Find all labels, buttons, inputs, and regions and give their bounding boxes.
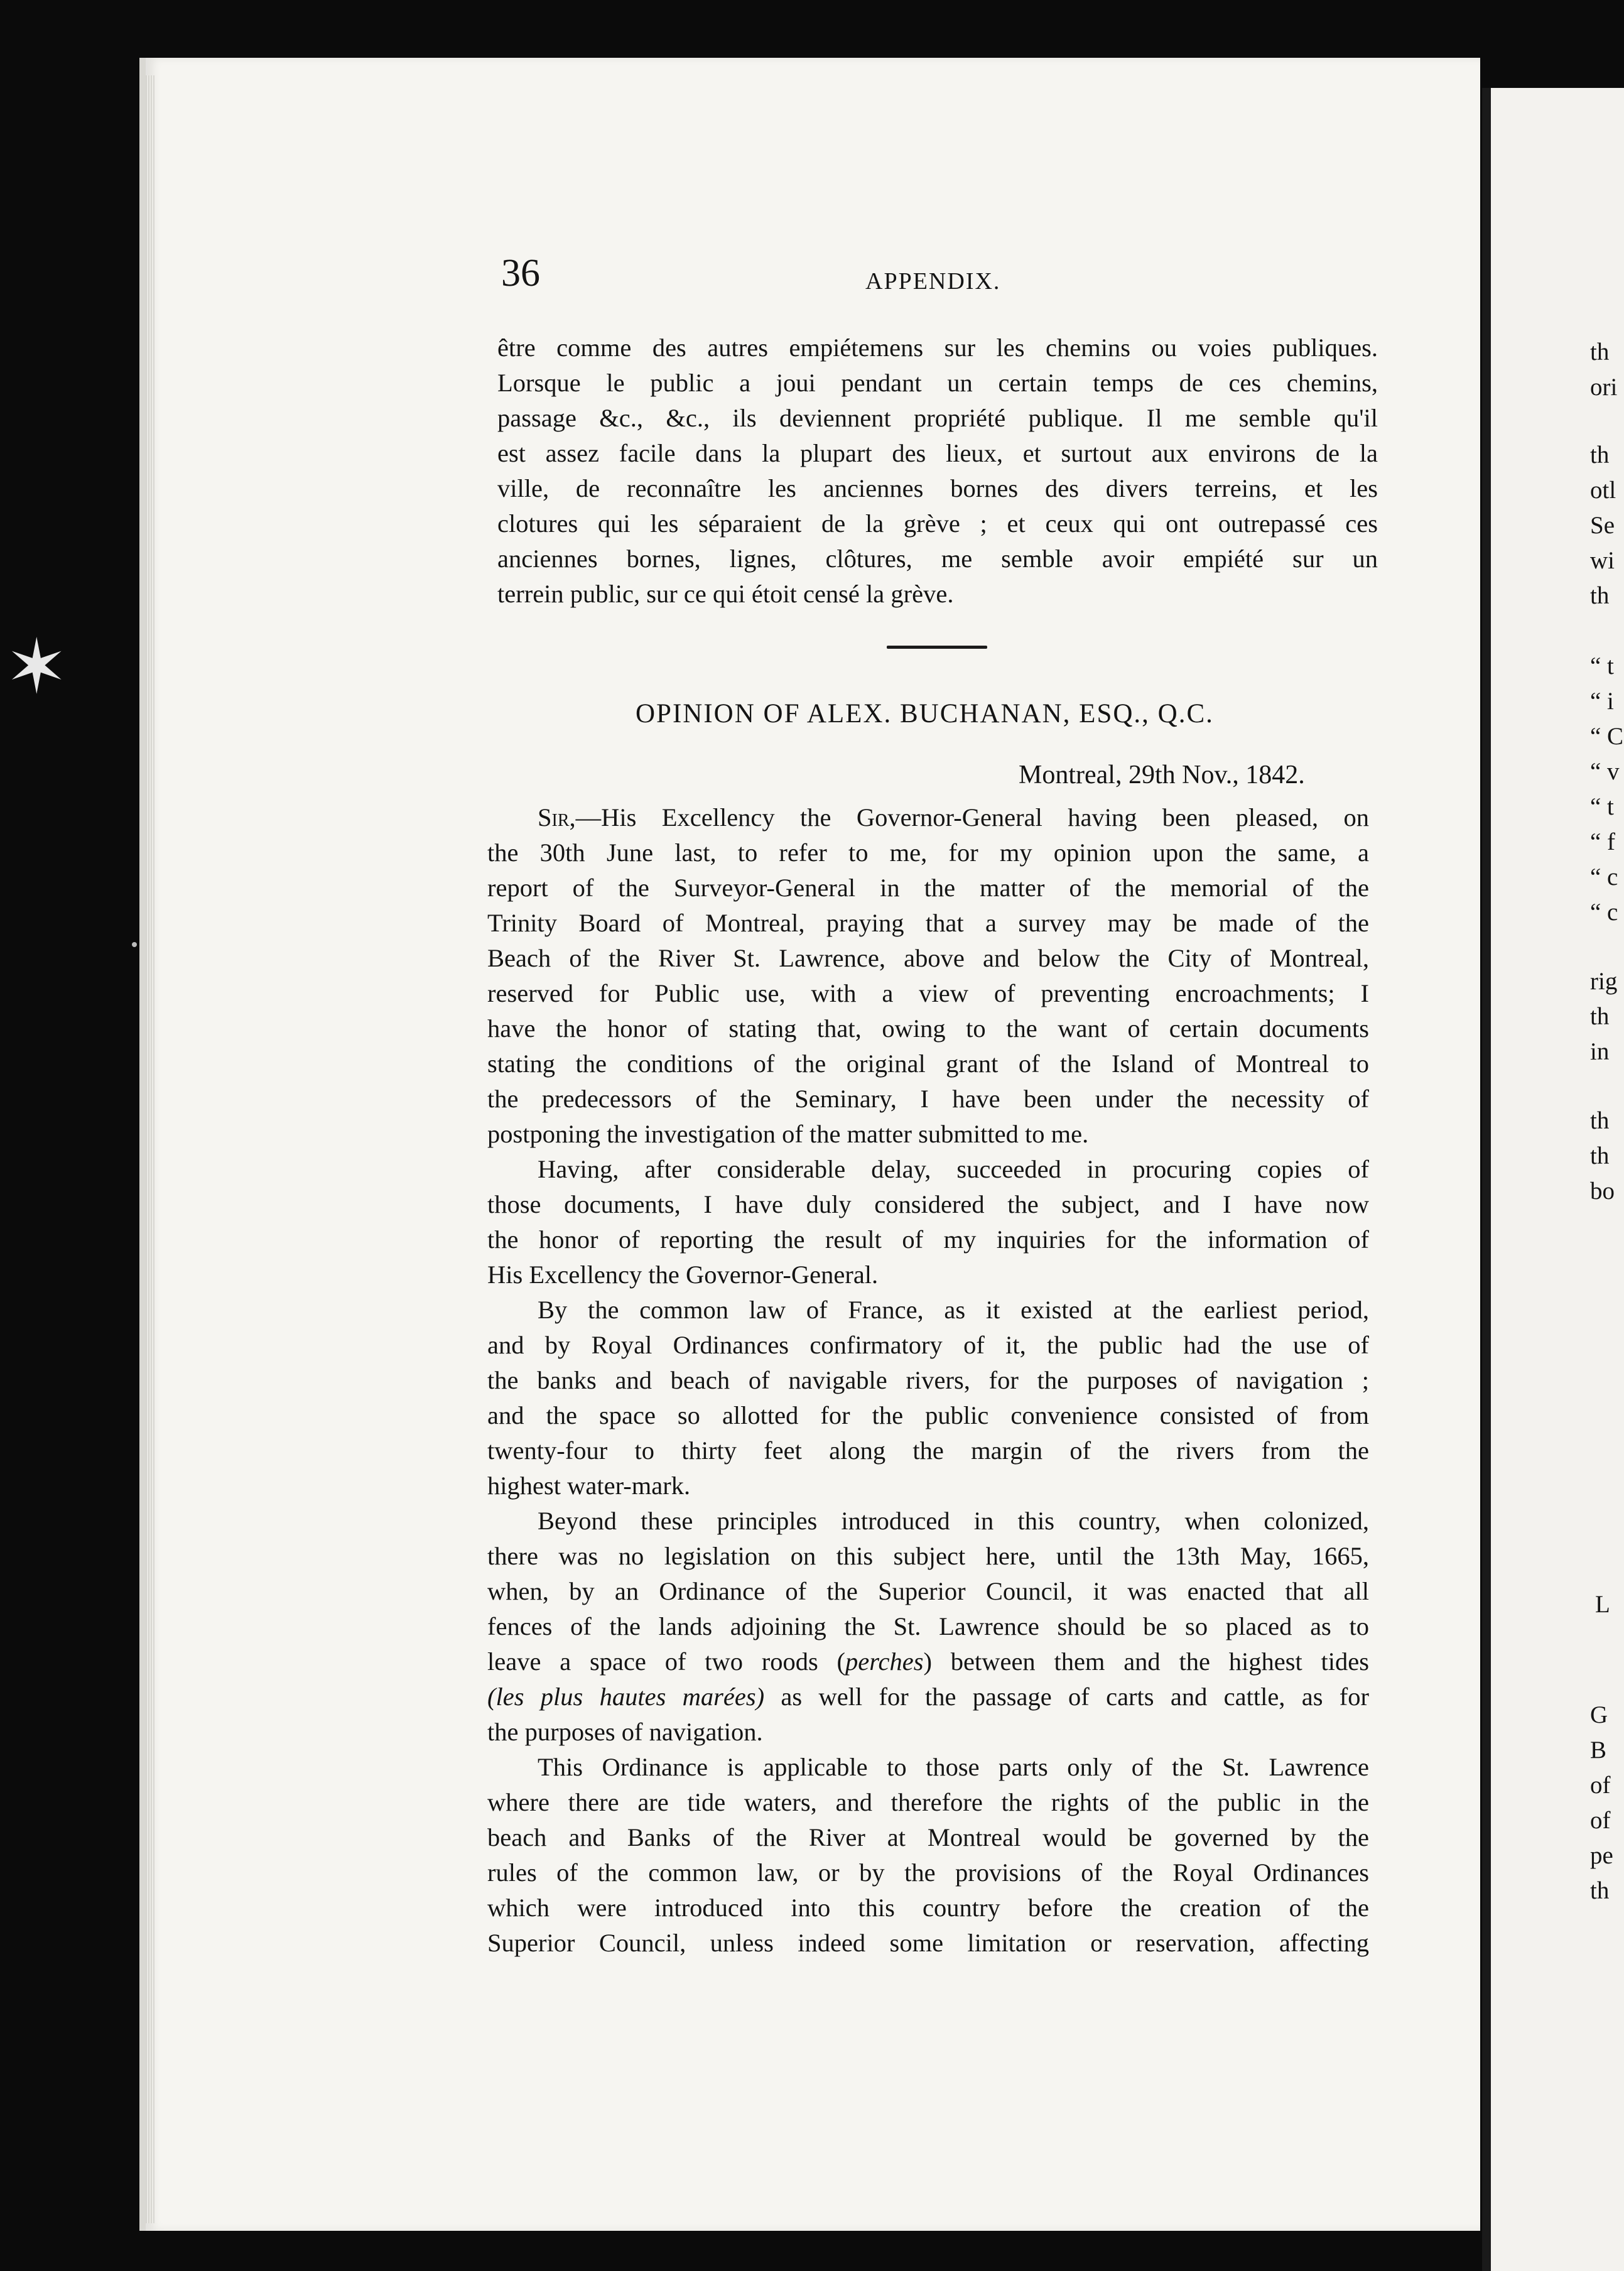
adjacent-fragment: th bbox=[1590, 1142, 1610, 1169]
text-line: have the honor of stating that, owing to the want of certain documents bbox=[487, 1014, 1369, 1043]
text-line: passage &c., &c., ils deviennent propriété publique. Il me semble qu'il bbox=[497, 404, 1378, 432]
adjacent-fragment: “ t bbox=[1590, 653, 1614, 680]
adjacent-fragment: rig bbox=[1590, 968, 1618, 995]
text-line: report of the Surveyor-General in the matter of the memorial of the bbox=[487, 874, 1369, 902]
text-run: as well for the passage of carts and cattle, as for bbox=[764, 1683, 1369, 1711]
text-line: those documents, I have duly considered the subject, and I have now bbox=[487, 1190, 1369, 1218]
text-line: rules of the common law, or by the provisions of the Royal Ordinances bbox=[487, 1858, 1369, 1887]
text-line: By the common law of France, as it existed at the earliest period, bbox=[538, 1296, 1369, 1324]
text-line: His Excellency the Governor-General. bbox=[487, 1260, 879, 1289]
salutation: Sir, bbox=[538, 803, 576, 832]
text-line: and the space so allotted for the public convenience consisted of from bbox=[487, 1401, 1369, 1429]
text-line bbox=[487, 800, 1369, 835]
adjacent-page bbox=[1482, 88, 1624, 2271]
text-line: twenty-four to thirty feet along the margin of the rivers from the bbox=[487, 1436, 1369, 1465]
adjacent-fragment: Se bbox=[1590, 512, 1615, 539]
text-line: the banks and beach of navigable rivers, for the purposes of navigation ; bbox=[487, 1366, 1369, 1394]
text-run: —His Excellency the Governor-General having been pleased, on bbox=[575, 803, 1369, 832]
text-line: highest water-mark. bbox=[487, 1472, 691, 1500]
text-line: postponing the investigation of the matter submitted to me. bbox=[487, 1120, 1089, 1148]
adjacent-fragment: “ C bbox=[1590, 723, 1624, 750]
adjacent-fragment: “ f bbox=[1590, 828, 1616, 855]
adjacent-fragment: th bbox=[1590, 1877, 1610, 1904]
star-speck-icon: ✶ bbox=[5, 624, 68, 711]
letter-date: Montreal, 29th Nov., 1842. bbox=[1019, 761, 1305, 789]
text-line: reserved for Public use, with a view of preventing encroachments; I bbox=[487, 979, 1369, 1007]
adjacent-fragment: wi bbox=[1590, 547, 1615, 574]
adjacent-fragment: B bbox=[1590, 1737, 1607, 1764]
adjacent-fragment: “ c bbox=[1590, 864, 1618, 891]
section-divider bbox=[887, 646, 987, 649]
text-line: the predecessors of the Seminary, I have been under the necessity of bbox=[487, 1085, 1369, 1113]
adjacent-fragment: of bbox=[1590, 1807, 1611, 1834]
text-line bbox=[487, 1644, 1369, 1679]
italic-text: perches bbox=[845, 1647, 924, 1676]
text-line: Trinity Board of Montreal, praying that a survey may be made of the bbox=[487, 909, 1369, 937]
adjacent-fragment: “ i bbox=[1590, 688, 1614, 715]
text-line: Beyond these principles introduced in this country, when colonized, bbox=[538, 1507, 1369, 1535]
text-line: stating the conditions of the original grant of the Island of Montreal to bbox=[487, 1049, 1369, 1078]
adjacent-fragment: th bbox=[1590, 1003, 1610, 1030]
adjacent-fragment: G bbox=[1590, 1701, 1608, 1728]
text-line: ville, de reconnaître les anciennes bornes des divers terreins, et les bbox=[497, 474, 1378, 502]
adjacent-fragment: “ t bbox=[1590, 793, 1614, 820]
text-line: anciennes bornes, lignes, clôtures, me semble avoir empiété sur un bbox=[497, 545, 1378, 573]
section-heading: OPINION OF ALEX. BUCHANAN, ESQ., Q.C. bbox=[636, 699, 1214, 729]
text-line: Beach of the River St. Lawrence, above and below the City of Montreal, bbox=[487, 944, 1369, 972]
text-line: fences of the lands adjoining the St. Lawrence should be so placed as to bbox=[487, 1612, 1369, 1640]
text-line: être comme des autres empiétemens sur les chemins ou voies publiques. bbox=[497, 333, 1378, 362]
text-line: Superior Council, unless indeed some limitation or reservation, affecting bbox=[487, 1929, 1369, 1957]
page-number: 36 bbox=[501, 252, 540, 295]
adjacent-fragment: L bbox=[1595, 1591, 1610, 1618]
text-line: beach and Banks of the River at Montreal would be governed by the bbox=[487, 1823, 1369, 1851]
text-run: ) between them and the highest tides bbox=[923, 1647, 1369, 1676]
running-head bbox=[501, 251, 1380, 295]
adjacent-fragment: otl bbox=[1590, 477, 1616, 504]
text-line: and by Royal Ordinances confirmatory of it, the public had the use of bbox=[487, 1331, 1369, 1359]
italic-text: (les plus hautes marées) bbox=[487, 1683, 765, 1711]
page-edges bbox=[146, 75, 154, 2223]
text-line: where there are tide waters, and therefore the rights of the public in the bbox=[487, 1788, 1369, 1816]
dust-speck bbox=[132, 942, 137, 947]
adjacent-fragment: th bbox=[1590, 442, 1610, 469]
text-line: the 30th June last, to refer to me, for my opinion upon the same, a bbox=[487, 838, 1369, 867]
text-line: terrein public, sur ce qui étoit censé la grève. bbox=[497, 580, 954, 608]
header-title: APPENDIX. bbox=[865, 268, 1001, 295]
adjacent-fragment: th bbox=[1590, 1107, 1610, 1134]
text-line: there was no legislation on this subject here, until the 13th May, 1665, bbox=[487, 1542, 1369, 1570]
french-paragraph bbox=[497, 330, 1378, 612]
text-line: the honor of reporting the result of my inquiries for the information of bbox=[487, 1225, 1369, 1254]
adjacent-fragment: of bbox=[1590, 1772, 1611, 1799]
adjacent-fragment: “ v bbox=[1590, 758, 1620, 785]
adjacent-fragment: ori bbox=[1590, 374, 1618, 401]
adjacent-fragment: in bbox=[1590, 1038, 1610, 1065]
text-line: est assez facile dans la plupart des lieux, et surtout aux environs de la bbox=[497, 439, 1378, 467]
text-line bbox=[487, 1679, 1369, 1715]
adjacent-fragment: th bbox=[1590, 339, 1610, 366]
adjacent-fragment: bo bbox=[1590, 1178, 1615, 1205]
text-line: when, by an Ordinance of the Superior Council, it was enacted that all bbox=[487, 1577, 1369, 1605]
text-run: leave a space of two roods ( bbox=[487, 1647, 846, 1676]
text-line: the purposes of navigation. bbox=[487, 1718, 763, 1746]
text-line: This Ordinance is applicable to those parts only of the St. Lawrence bbox=[538, 1753, 1369, 1781]
text-line: Lorsque le public a joui pendant un certain temps de ces chemins, bbox=[497, 369, 1378, 397]
text-line: clotures qui les séparaient de la grève ; et ceux qui ont outrepassé ces bbox=[497, 509, 1378, 538]
adjacent-fragment: “ c bbox=[1590, 899, 1618, 926]
text-line: which were introduced into this country before the creation of the bbox=[487, 1894, 1369, 1922]
letter-body bbox=[487, 800, 1369, 1961]
text-line: Having, after considerable delay, succeeded in procuring copies of bbox=[538, 1155, 1369, 1183]
adjacent-fragment: pe bbox=[1590, 1842, 1613, 1869]
adjacent-fragment: th bbox=[1590, 582, 1610, 609]
